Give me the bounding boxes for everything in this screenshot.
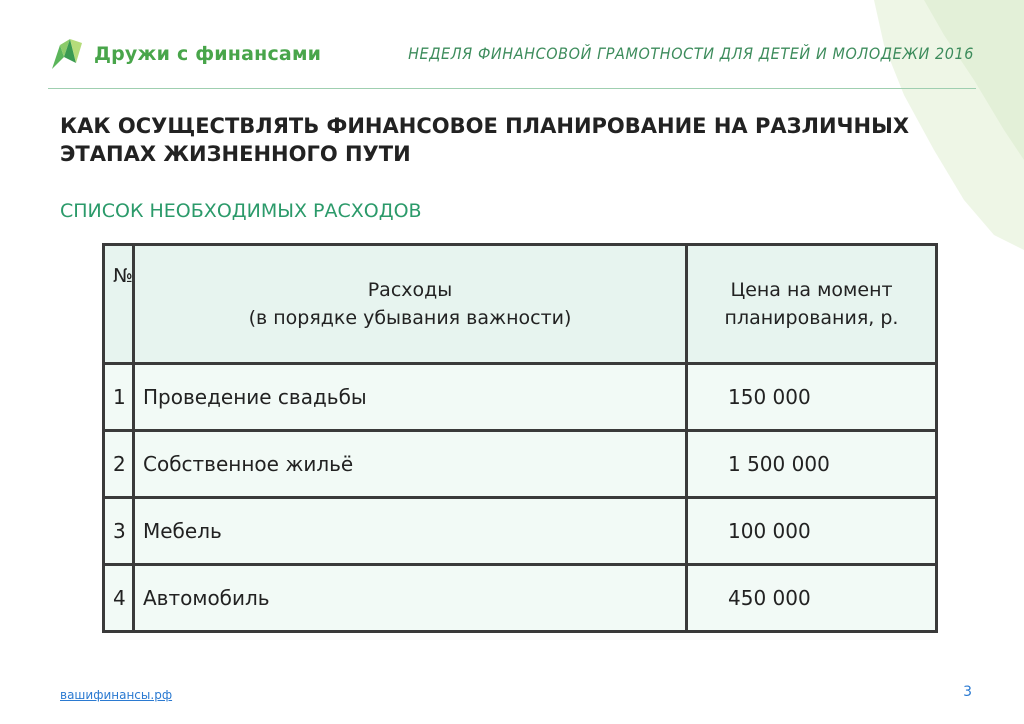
logo-text: Дружи с финансами [94,43,322,65]
row-expense: Автомобиль [134,565,687,632]
table-row [104,498,937,565]
header-slogan: НЕДЕЛЯ ФИНАНСОВОЙ ГРАМОТНОСТИ ДЛЯ ДЕТЕЙ И МОЛОДЕЖИ 2016 [408,44,974,63]
website-link[interactable]: вашифинансы.рф [60,688,173,702]
row-price: 100 000 [687,498,937,565]
table-row [104,565,937,632]
row-price: 150 000 [687,364,937,431]
header-expense-line2: (в порядке убывания важности) [248,307,572,329]
logo [50,36,321,72]
row-expense: Собственное жильё [134,431,687,498]
expenses-table-container [102,243,938,613]
header-num: № [104,245,134,364]
row-price: 1 500 000 [687,431,937,498]
slide-subtitle: СПИСОК НЕОБХОДИМЫХ РАСХОДОВ [60,200,422,222]
table-row [104,431,937,498]
header-expense-line1: Расходы [367,279,453,301]
row-num: 2 [104,431,134,498]
header-price-line2: планирования, р. [724,307,899,329]
table-header-row [104,245,937,364]
header-price [687,245,937,364]
logo-icon [50,37,84,71]
slide-title: КАК ОСУЩЕСТВЛЯТЬ ФИНАНСОВОЕ ПЛАНИРОВАНИЕ НА РАЗЛИЧНЫХ ЭТАПАХ ЖИЗНЕННОГО ПУТИ [60,114,910,166]
row-expense: Мебель [134,498,687,565]
expenses-table [102,243,938,633]
row-num: 3 [104,498,134,565]
header-price-line1: Цена на момент [730,279,893,301]
page-number: 3 [963,684,972,700]
header-expense [134,245,687,364]
header-divider [48,88,976,89]
row-expense: Проведение свадьбы [134,364,687,431]
row-num: 4 [104,565,134,632]
row-price: 450 000 [687,565,937,632]
table-row [104,364,937,431]
row-num: 1 [104,364,134,431]
